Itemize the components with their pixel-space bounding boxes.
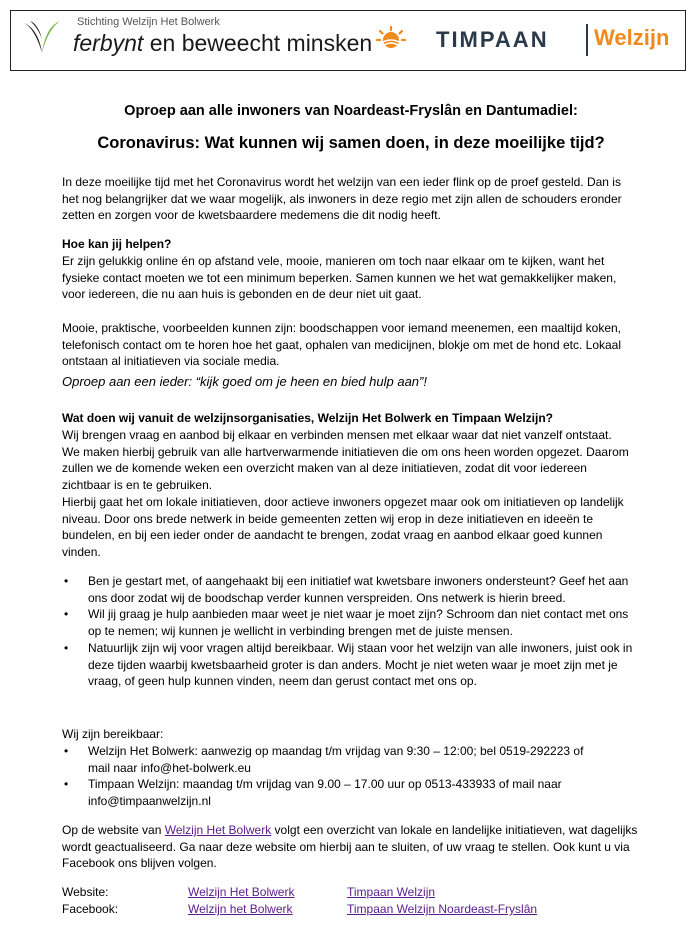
section2-paragraph-2: Hierbij gaat het om lokale initiatieven, door actieve inwoners opgezet maar ook om initiatieven op landelijk niveau. Door ons brede netwerk in beide gemeenten zetten wij erop in deze initiatieven en ideeën te bundelen, en bij een ieder onder de aandacht te brengen, zodat vraag en aanbod elkaar goed kunnen vinden.: [62, 495, 624, 560]
facebook-label: Facebook:: [62, 902, 119, 916]
closing-text-after: volgt een overzicht van lokale en landelijke initiatieven, wat dagelijks wordt geactualiseerd. Ga naar deze website om hierbij aan te sluiten, of uw vraag te stellen. Ook kunt u via Facebook ons blijven volgen.: [62, 823, 638, 871]
contact-item-timpaan: • Timpaan Welzijn: maandag t/m vrijdag van 9.00 – 17.00 uur op 0513-433933 of mail naar info@timpaanwelzijn.nl: [62, 776, 607, 809]
section1-heading: Hoe kan jij helpen?: [62, 237, 172, 251]
contact-list: [62, 743, 607, 810]
section2-paragraph-1: Wij brengen vraag en aanbod bij elkaar en verbinden mensen met elkaar waar dat niet vanzelf ontstaat. We maken hierbij gebruik van alle hartverwarmende initiatieven die om ons heen worden opgezet. Daarom zullen we de komende weken een overzicht maken van al deze initiatieven, zodat dit voor iedereen zichtbaar is en te gebruiken.: [62, 428, 629, 493]
closing-paragraph: [62, 822, 640, 872]
bullet-item: • Natuurlijk zijn wij voor vragen altijd bereikbaar. Wij staan voor het welzijn van alle inwoners, juist ook in deze tijden waarbij kwetsbaarheid groter is dan anders. Mocht je niet weten waar je moet zijn met je vraag, of geen hulp kunnen vinden, neem dan gerust contact met ons op.: [62, 640, 637, 690]
facebook-bolwerk-link[interactable]: Welzijn het Bolwerk: [188, 902, 293, 916]
bolwerk-logo-icon: [22, 17, 62, 57]
website-timpaan-link[interactable]: Timpaan Welzijn: [347, 885, 436, 899]
bullet-item: • Ben je gestart met, of aangehaakt bij een initiatief wat kwetsbare inwoners ondersteunt? Geef het aan ons door zodat wij de boodschap verder kunnen verspreiden. Ons netwerk is hierin breed.: [62, 573, 637, 606]
website-label: Website:: [62, 885, 109, 899]
slogan-rest: en beweecht minsken: [143, 30, 373, 56]
callout-text: Oproep aan een ieder: “kijk goed om je heen en bied hulp aan”!: [62, 374, 427, 389]
closing-bolwerk-link[interactable]: Welzijn Het Bolwerk: [164, 823, 272, 837]
contact-item-bolwerk: • Welzijn Het Bolwerk: aanwezig op maandag t/m vrijdag van 9:30 – 12:00; bel 0519-292223 of mail naar info@het-bolwerk.eu: [62, 743, 607, 776]
page-title: Oproep aan alle inwoners van Noardeast-Fryslân en Dantumadiel:: [124, 103, 578, 119]
section2-heading: Wat doen wij vanuit de welzijnsorganisaties, Welzijn Het Bolwerk en Timpaan Welzijn?: [62, 411, 553, 425]
reach-heading: Wij zijn bereikbaar:: [62, 727, 164, 741]
sun-logo-icon: [375, 26, 407, 54]
page-subtitle: Coronavirus: Wat kunnen wij samen doen, in deze moeilijke tijd?: [97, 134, 605, 152]
help-bullet-list: [62, 573, 637, 690]
facebook-timpaan-link[interactable]: Timpaan Welzijn Noardeast-Fryslân: [347, 902, 538, 916]
slogan-ferbynt: ferbynt: [73, 30, 144, 56]
website-bolwerk-link[interactable]: Welzijn Het Bolwerk: [188, 885, 295, 899]
timpaan-welzijn: Welzijn: [594, 25, 670, 50]
bullet-item: • Wil jij graag je hulp aanbieden maar weet je niet waar je moet zijn? Schroom dan niet contact met ons op te nemen; wij kunnen je wellicht in verbinding brengen met de juiste mensen.: [62, 606, 637, 639]
timpaan-name: TIMPAAN: [436, 27, 549, 52]
closing-text-before: Op de website van: [62, 823, 165, 837]
section1-paragraph-1: Er zijn gelukkig online én op afstand vele, mooie, manieren om toch naar elkaar om te kijken, want het fysieke contact moeten we tot een minimum beperken. Samen kunnen we het wat gemakkelijker maken, voor iedereen, die nu aan huis is gebonden en de deur niet uit gaat.: [62, 254, 617, 302]
bolwerk-slogan: [73, 30, 372, 57]
header-logos: [10, 10, 686, 71]
timpaan-divider: [586, 24, 588, 56]
bolwerk-org-name: Stichting Welzijn Het Bolwerk: [77, 16, 220, 28]
intro-paragraph: In deze moeilijke tijd met het Coronavirus wordt het welzijn van een ieder flink op de proef gesteld. Dan is het nog belangrijker dat we waar mogelijk, als inwoners in deze regio met zijn allen de schouders eronder zetten en zorgen voor de kwetsbaardere medemens die dit nodig heeft.: [62, 175, 622, 223]
section1-paragraph-2: Mooie, praktische, voorbeelden kunnen zijn: boodschappen voor iemand meenemen, een maaltijd koken, telefonisch contact om te horen hoe het gaat, ophalen van medicijnen, blokje om met de hond etc. Lokaal ontstaan al initiatieven via sociale media.: [62, 321, 622, 369]
